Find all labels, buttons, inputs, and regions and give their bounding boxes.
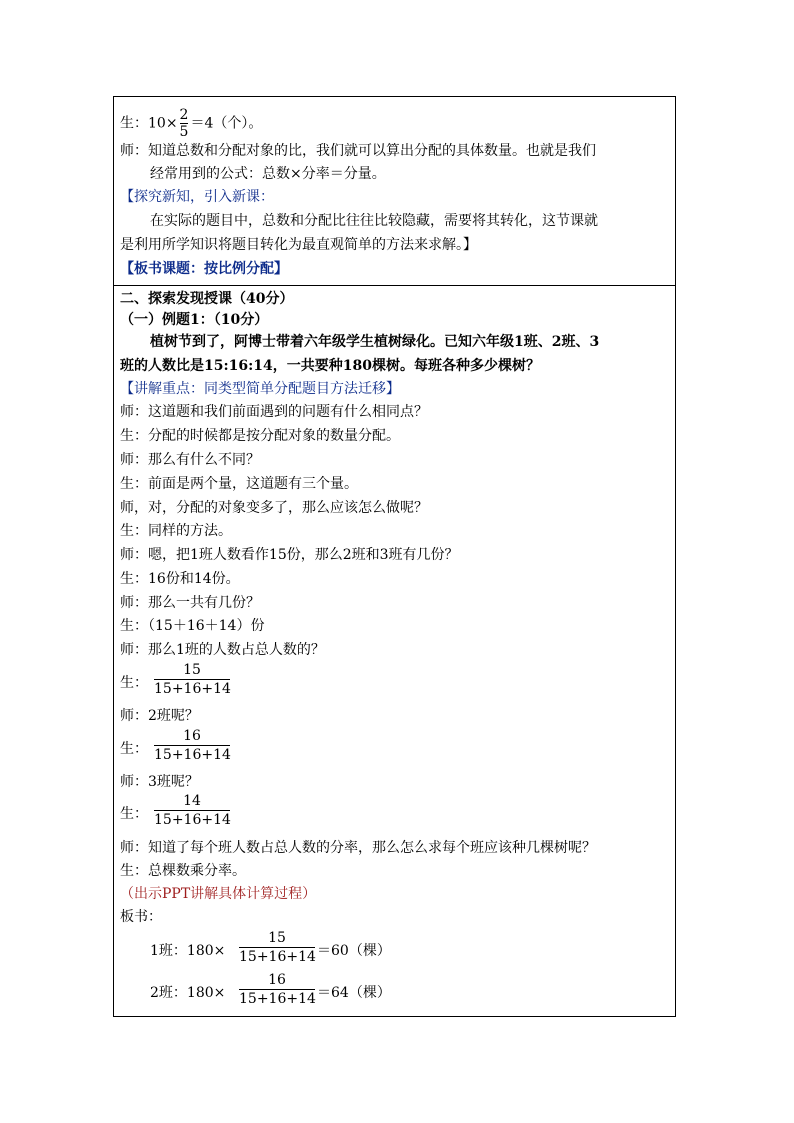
problem-line-1: 植树节到了，阿博士带着六年级学生植树绿化。已知六年级1班、2班、3	[150, 334, 600, 350]
answer-prefix: 生：	[120, 741, 148, 757]
student-answer-line	[120, 107, 263, 140]
dialogue-line: 生：前面是两个量，这道题有三个量。	[120, 476, 358, 492]
fraction-denominator: 5	[179, 124, 189, 140]
dialogue-line: 生：分配的时候都是按分配对象的数量分配。	[120, 428, 400, 444]
fraction-class1	[154, 661, 230, 698]
focus-line: 【讲解重点：同类型简单分配题目方法迁移】	[120, 381, 400, 397]
intro-cell	[114, 97, 675, 286]
dialogue-line: 师：这道题和我们前面遇到的问题有什么相同点？	[120, 404, 428, 420]
calc-class2-result: ＝64（棵）	[317, 985, 391, 1001]
fraction-numerator: 16	[183, 728, 201, 744]
fraction-two-fifths	[180, 107, 189, 140]
section-title: 二、探索发现授课（40分）	[120, 291, 294, 307]
dialogue-line: 生：同样的方法。	[120, 523, 232, 539]
dialogue-line: 生：16份和14份。	[120, 571, 240, 587]
fraction-numerator: 15	[268, 930, 286, 946]
fraction-numerator: 16	[268, 972, 286, 988]
fraction-denominator: 15+16+14	[154, 681, 231, 697]
fraction-numerator: 2	[179, 107, 189, 123]
dialogue-line: 师：那么一共有几份？	[120, 595, 260, 611]
calc-class1-prefix: 1班：180×	[150, 943, 226, 959]
dialogue-line: 师：3班呢？	[120, 774, 199, 790]
dialogue-line: 师：那么有什么不同？	[120, 452, 260, 468]
fraction-denominator: 15+16+14	[154, 747, 231, 763]
fraction-numerator: 14	[183, 793, 201, 809]
dialogue-line: 生：（15＋16＋14）份	[120, 618, 265, 634]
dialogue-line: 生：总棵数乘分率。	[120, 863, 246, 879]
fraction-class2	[154, 727, 230, 764]
ppt-note: （出示PPT讲解具体计算过程）	[120, 886, 317, 902]
formula-line: 经常用到的公式：总数×分率＝分量。	[150, 166, 386, 182]
teacher-line: 师：知道总数和分配对象的比，我们就可以算出分配的具体数量。也就是我们	[120, 143, 596, 159]
fraction-denominator: 15+16+14	[239, 949, 316, 965]
answer-prefix: 生：	[120, 675, 148, 691]
dialogue-line: 师：那么1班的人数占总人数的？	[120, 642, 325, 658]
calc-class1-fraction	[239, 929, 315, 966]
explore-heading: 【探究新知，引入新课：	[120, 189, 274, 205]
calc-class1-result: ＝60（棵）	[317, 943, 391, 959]
fraction-denominator: 15+16+14	[154, 812, 231, 828]
explore-text-1: 在实际的题目中，总数和分配比往往比较隐藏，需要将其转化，这节课就	[150, 213, 598, 229]
dialogue-line: 师，对，分配的对象变多了，那么应该怎么做呢？	[120, 500, 428, 516]
example-title: （一）例题1：（10分）	[120, 312, 269, 328]
main-cell	[114, 286, 675, 1016]
dialogue-line: 师：嗯，把1班人数看作15份，那么2班和3班有几份？	[120, 547, 459, 563]
calc-class2-prefix: 2班：180×	[150, 985, 226, 1001]
fraction-denominator: 15+16+14	[239, 991, 316, 1007]
dialogue-line: 师：知道了每个班人数占总人数的分率，那么怎么求每个班应该种几棵树呢？	[120, 840, 596, 856]
calc-class2-fraction	[239, 971, 315, 1008]
answer-prefix: 生：10×	[120, 115, 178, 132]
board-title: 【板书课题：按比例分配】	[120, 261, 288, 277]
answer-prefix: 生：	[120, 806, 148, 822]
lesson-table	[113, 96, 676, 1017]
board-label: 板书：	[120, 909, 162, 925]
explore-text-2: 是利用所学知识将题目转化为最直观简单的方法来求解。】	[120, 237, 477, 253]
fraction-numerator: 15	[183, 662, 201, 678]
fraction-class3	[154, 792, 230, 829]
answer-suffix: ＝4（个）。	[190, 115, 263, 132]
dialogue-line: 师：2班呢？	[120, 708, 199, 724]
problem-line-2: 班的人数比是15:16:14，一共要种180棵树。每班各种多少棵树？	[120, 358, 541, 374]
